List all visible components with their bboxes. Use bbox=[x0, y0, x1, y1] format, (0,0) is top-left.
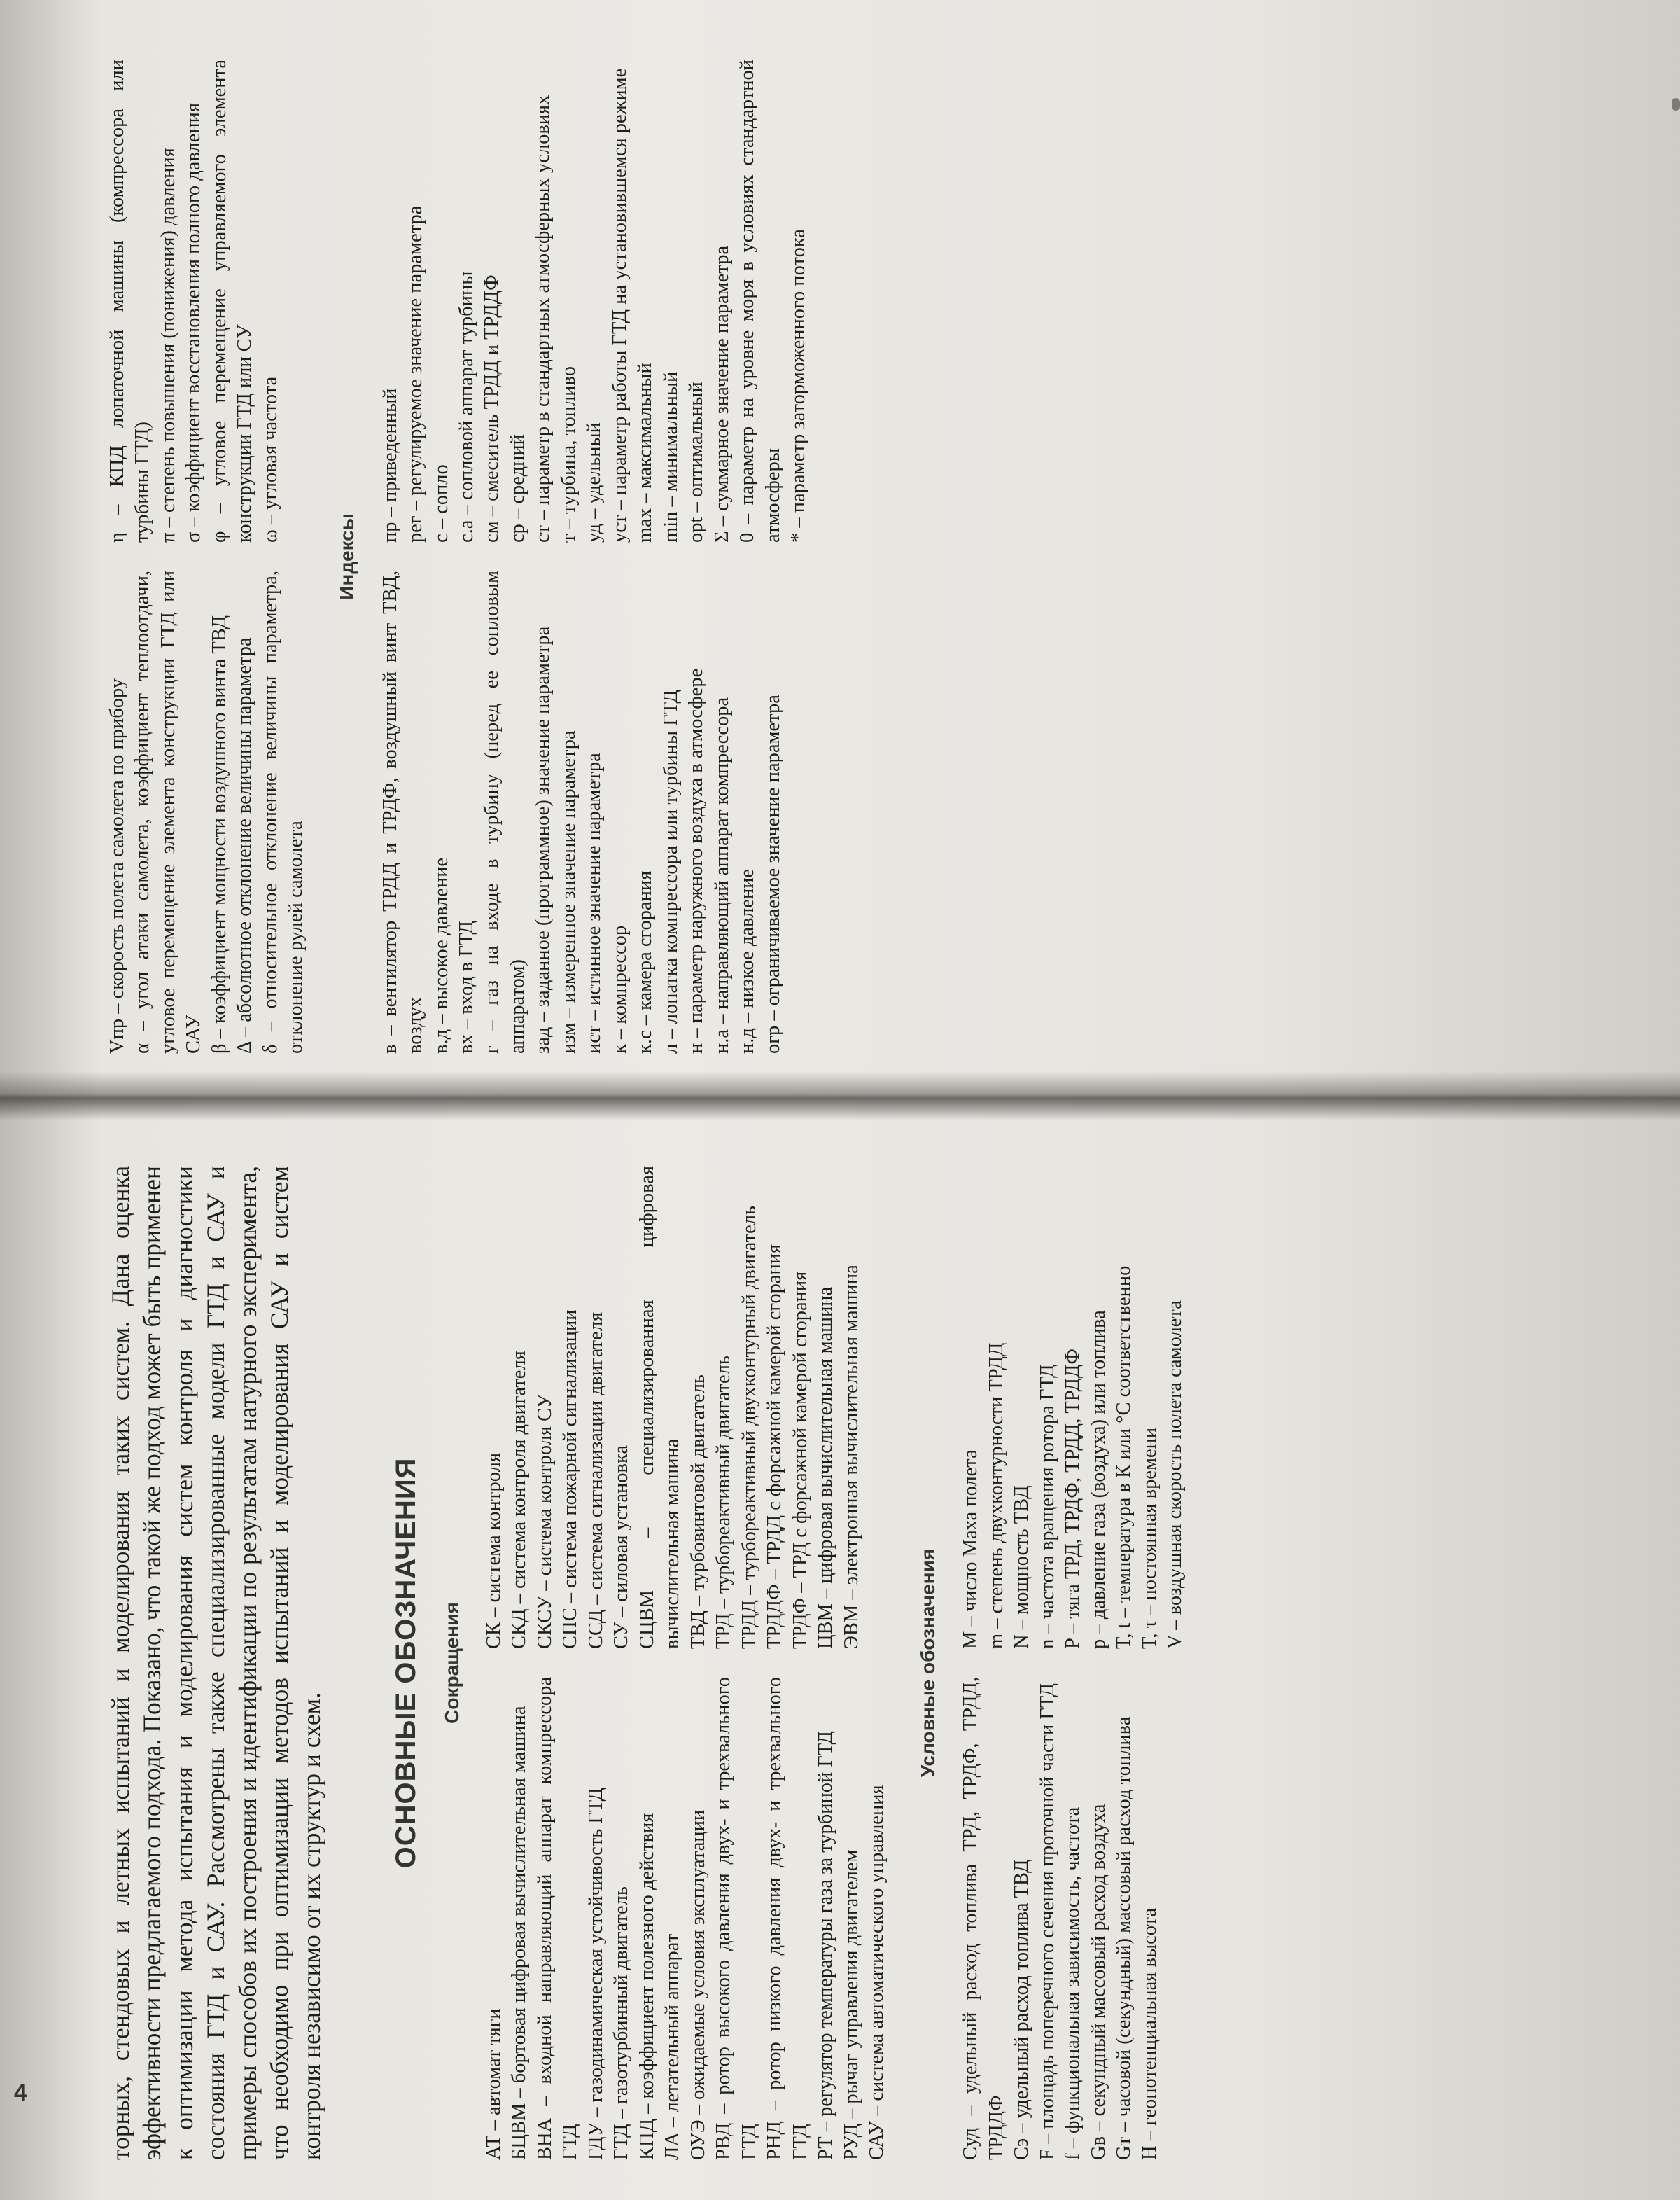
symbols-columns bbox=[958, 1166, 1188, 2160]
abbreviation-entry: СК – система контроля bbox=[483, 1453, 505, 1649]
abbreviation-entry: САУ – система автоматического управления bbox=[866, 1785, 888, 2160]
abbreviation-entry: СКСУ – система контроля СУ bbox=[533, 1394, 556, 1649]
symbol-entry: α – угол атаки самолета, коэффициент теплоотдачи, угловое перемещение элемента конструкции ГТД или САУ bbox=[132, 571, 205, 1054]
index-entry: ст – параметр в стандартных атмосферных условиях bbox=[532, 95, 554, 543]
symbols-left-column bbox=[958, 1677, 1188, 2160]
symbol-entry: f – функциональная зависимость, частота bbox=[1062, 1806, 1084, 2160]
abbreviation-entry: РВД – ротор высокого давления двух- и трехвального ГТД bbox=[713, 1677, 760, 2160]
page-number: 4 bbox=[14, 2080, 27, 2106]
scan-mark bbox=[1672, 98, 1680, 111]
page5-symbols-columns bbox=[105, 60, 309, 1054]
page-4-intro bbox=[105, 1166, 406, 2160]
symbol-entry: ω – угловая частота bbox=[259, 376, 281, 543]
page-5-designations bbox=[105, 60, 987, 1054]
abbreviation-entry: РНД – ротор низкого давления двух- и трехвального ГТД bbox=[764, 1677, 811, 2160]
symbol-entry: m – степень двухконтурности ТРДД bbox=[985, 1342, 1007, 1649]
abbreviation-entry: ВНА – входной направляющий аппарат компрессора ГТД bbox=[533, 1677, 582, 2160]
abbreviation-entry: ОУЭ – ожидаемые условия эксплуатации bbox=[687, 1809, 709, 2160]
index-entry: Σ – суммарное значение параметра bbox=[710, 245, 733, 543]
abbreviations-columns bbox=[482, 1166, 890, 2160]
index-entry: уст – параметр работы ГТД на установившемся режиме bbox=[608, 68, 631, 543]
index-entry: с.а – сопловой аппарат турбины bbox=[455, 271, 477, 543]
symbol-entry: Vпр – скорость полета самолета по прибору bbox=[106, 678, 128, 1054]
symbol-entry: π – степень повышения (понижения) давления bbox=[157, 148, 179, 543]
symbol-entry: β – коэффициент мощности воздушного винта ТВД bbox=[208, 615, 230, 1054]
abbreviation-entry: ГДУ – газодинамическая устойчивость ГТД bbox=[584, 1788, 607, 2160]
symbol-entry: Cуд – удельный расход топлива ТРД, ТРДФ, ТРДД, ТРДДФ bbox=[960, 1677, 1007, 2160]
index-entry: к.с – камера сгорания bbox=[634, 870, 657, 1054]
symbol-entry: T, τ – постоянная времени bbox=[1138, 1427, 1161, 1649]
symbol-entry: T, t – температура в К или °С соответственно bbox=[1113, 1265, 1135, 1649]
symbol-entry: H – геопотенциальная высота bbox=[1138, 1907, 1161, 2160]
symbol-entry: σ – коэффициент восстановления полного давления bbox=[183, 102, 205, 543]
index-entry: opt – оптимальный bbox=[685, 382, 708, 543]
index-entry: н.д – низкое давление bbox=[736, 868, 759, 1054]
symbol-entry: Gв – секундный массовый расход воздуха bbox=[1087, 1804, 1110, 2160]
symbol-entry: Cэ – удельный расход топлива ТВД bbox=[1011, 1859, 1033, 2160]
abbreviation-entry: СПС – система пожарной сигнализации bbox=[559, 1309, 582, 1649]
index-entry: огр – ограничиваемое значение параметра bbox=[762, 695, 784, 1054]
index-entry: 0 – параметр на уровне моря в условиях стандартной атмосферы bbox=[736, 60, 784, 543]
symbol-entry: M – число Маха полета bbox=[960, 1449, 982, 1649]
abbreviation-entry: ЛА – летательный аппарат bbox=[662, 1933, 684, 2160]
indices-title: Индексы bbox=[335, 513, 358, 600]
section-title: ОСНОВНЫЕ ОБОЗНАЧЕНИЯ bbox=[391, 1457, 421, 1869]
index-entry: к – компрессор bbox=[608, 925, 631, 1054]
abbreviation-entry: РУД – рычаг управления двигателем bbox=[840, 1849, 862, 2160]
page-4-designations bbox=[388, 1166, 1228, 2160]
symbol-entry: Δ – абсолютное отклонение величины параметра bbox=[234, 637, 256, 1054]
abbreviation-entry: СЦВМ – специализированная цифровая вычислительная машина bbox=[636, 1166, 684, 1649]
symbols-title: Условные обозначения bbox=[916, 1548, 939, 1778]
page-fold-shadow bbox=[0, 1071, 1680, 1120]
symbol-entry: P – тяга ТРД, ТРДФ, ТРДД, ТРДДФ bbox=[1062, 1349, 1084, 1649]
index-entry: с – сопло bbox=[430, 464, 452, 543]
abbreviation-entry: АТ – автомат тяги bbox=[483, 2008, 505, 2160]
abbreviation-entry: СКД – система контроля двигателя bbox=[508, 1351, 531, 1649]
abbreviation-entry: ЭВМ – электронная вычислительная машина bbox=[840, 1265, 862, 1649]
index-entry: ср – средний bbox=[506, 434, 528, 543]
abbreviation-entry: ЦВМ – цифровая вычислительная машина bbox=[815, 1286, 837, 1649]
abbreviation-entry: ТРД – турбореактивный двигатель bbox=[713, 1356, 735, 1649]
symbol-entry: δ – относительное отклонение величины параметра, отклонение рулей самолета bbox=[259, 571, 307, 1054]
symbol-entry: F – площадь поперечного сечения проточной части ГТД bbox=[1036, 1683, 1058, 2160]
index-entry: вх – вход в ГТД bbox=[455, 921, 477, 1054]
symbol-entry: Gт – часовой (секундный) массовый расход топлива bbox=[1113, 1716, 1135, 2160]
page5-symbols-right-column bbox=[105, 60, 309, 543]
intro-paragraph: торных, стендовых и летных испытаний и моделирования таких систем. Дана оценка эффективности предлагаемого подхода. Показано, что такой же подход может быть применен к оптимизации метода испытания и моделирования систем контроля и диагностики состояния ГТД и САУ. Рассмотрены также специализированные модели ГТД и САУ и примеры способов их построения и идентификации по результатам натурного эксперимента, что необходимо при оптимизации методов испытаний и моделирования САУ и систем контроля независимо от их структур и схем. bbox=[106, 1166, 326, 2160]
abbreviation-entry: СУ – силовая установка bbox=[610, 1444, 633, 1649]
index-entry: рег – регулируемое значение параметра bbox=[405, 205, 427, 543]
index-entry: * – параметр заторможенного потока bbox=[788, 229, 810, 543]
index-entry: пр – приведенный bbox=[379, 388, 401, 543]
abbreviation-entry: ТВД – турбовинтовой двигатель bbox=[687, 1374, 709, 1649]
index-entry: г – газ на входе в турбину (перед ее сопловым аппаратом) bbox=[481, 571, 528, 1054]
abbreviation-entry: ГТД – газотурбинный двигатель bbox=[610, 1886, 633, 2160]
abbreviations-left-column bbox=[482, 1677, 890, 2160]
abbreviation-entry: ССД – система сигнализации двигателя bbox=[584, 1311, 607, 1649]
abbreviation-entry: ТРДДФ – ТРДД с форсажной камерой сгорания bbox=[764, 1244, 786, 1649]
symbol-entry: N – мощность ТВД bbox=[1011, 1485, 1033, 1649]
index-entry: в – вентилятор ТРДД и ТРДФ, воздушный винт ТВД, воздух bbox=[379, 571, 427, 1054]
index-entry: н.а – направляющий аппарат компрессора bbox=[710, 697, 733, 1054]
symbol-entry: n – частота вращения ротора ГТД bbox=[1036, 1364, 1058, 1649]
index-entry: изм – измеренное значение параметра bbox=[557, 730, 580, 1054]
indices-right-column bbox=[378, 60, 812, 543]
index-entry: л – лопатка компрессора или турбины ГТД bbox=[659, 690, 682, 1054]
index-entry: уд – удельный bbox=[583, 422, 606, 543]
symbol-entry: p – давление газа (воздуха) или топлива bbox=[1087, 1310, 1110, 1649]
abbreviation-entry: ТРДФ – ТРД с форсажной камерой сгорания bbox=[789, 1271, 811, 1649]
abbreviations-title: Сокращения bbox=[441, 1602, 463, 1724]
index-entry: min – минимальный bbox=[659, 371, 682, 543]
abbreviation-entry: КПД – коэффициент полезного действия bbox=[636, 1813, 658, 2160]
index-entry: т – турбина, топливо bbox=[557, 365, 580, 543]
symbols-right-column bbox=[958, 1166, 1188, 1649]
abbreviations-right-column bbox=[482, 1166, 890, 1649]
index-entry: в.д – высокое давление bbox=[430, 857, 452, 1054]
indices-left-column bbox=[378, 571, 812, 1054]
abbreviation-entry: РТ – регулятор температуры газа за турбиной ГТД bbox=[815, 1731, 837, 2160]
symbol-entry: V – воздушная скорость полета самолета bbox=[1164, 1300, 1186, 1649]
symbol-entry: φ – угловое перемещение управляемого элемента конструкции ГТД или СУ bbox=[208, 60, 256, 543]
abbreviation-entry: ТРДД – турбореактивный двухконтурный двигатель bbox=[738, 1205, 760, 1649]
index-entry: н – параметр наружного воздуха в атмосфере bbox=[685, 668, 708, 1054]
index-entry: ист – истинное значение параметра bbox=[583, 753, 606, 1054]
page5-symbols-left-column bbox=[105, 571, 309, 1054]
symbol-entry: η – КПД лопаточной машины (компрессора или турбины ГТД) bbox=[106, 60, 154, 543]
indices-columns bbox=[378, 60, 812, 1054]
index-entry: см – смеситель ТРДД и ТРДДФ bbox=[481, 274, 503, 543]
abbreviation-entry: БЦВМ – бортовая цифровая вычислительная машина bbox=[508, 1706, 531, 2160]
index-entry: зад – заданное (программное) значение параметра bbox=[532, 626, 554, 1054]
index-entry: max – максимальный bbox=[634, 363, 657, 543]
